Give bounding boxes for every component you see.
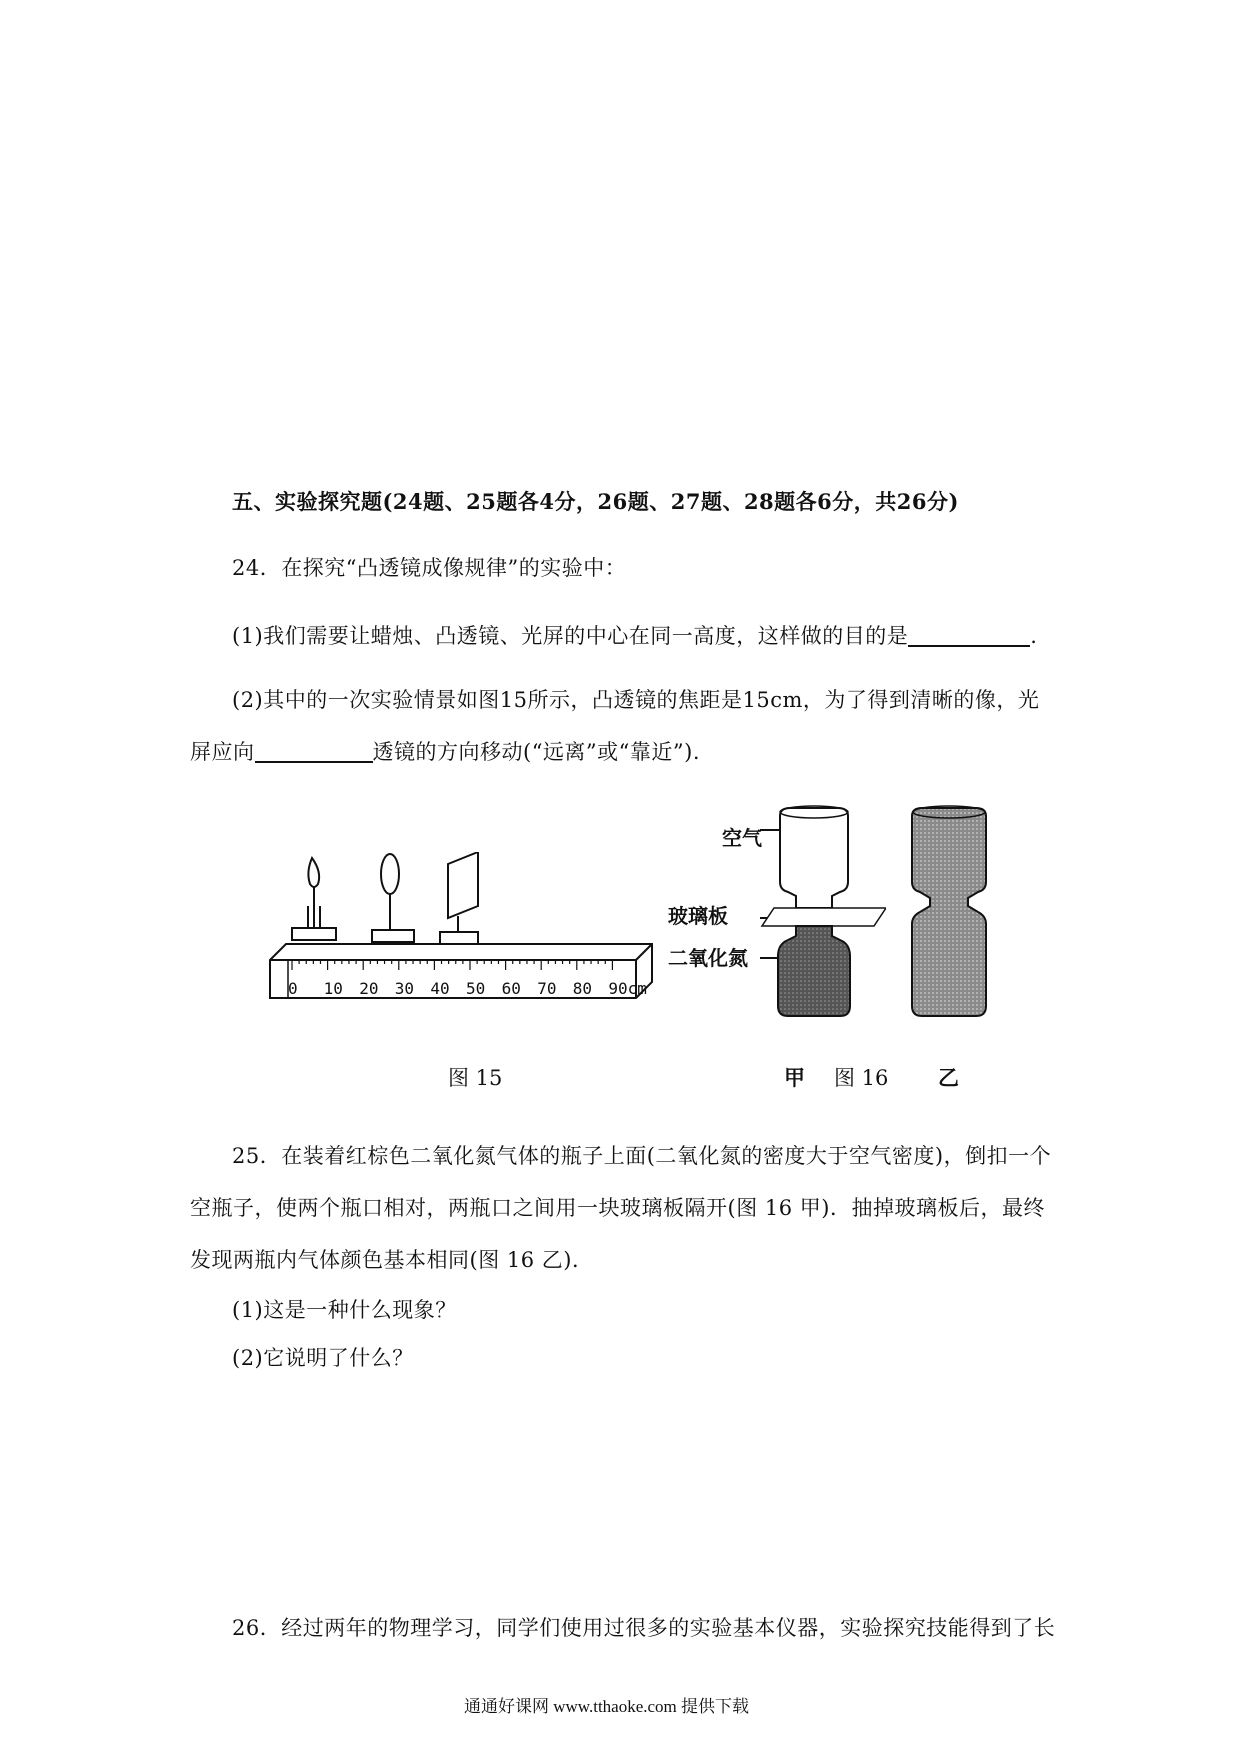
ruler-tick-label: 70	[537, 979, 557, 998]
label-nitrogen-dioxide: 二氧化氮	[668, 946, 748, 970]
figure-16-a-bottles	[760, 800, 886, 1022]
ruler-tick-label: 30	[394, 979, 415, 998]
figure-16-caption: 图 16	[834, 1066, 889, 1090]
figure-16-b-bottles	[908, 800, 990, 1022]
ruler-tick-label: 20	[359, 979, 379, 998]
figure-15-caption: 图 15	[448, 1066, 503, 1090]
q24-part1-end: .	[1030, 624, 1038, 648]
q25-line3: 发现两瓶内气体颜色基本相同(图 16 乙)．	[190, 1248, 594, 1272]
label-glass-plate: 玻璃板	[668, 904, 728, 928]
ruler-tick-label: 10	[323, 979, 343, 998]
ruler-tick-label: 60	[501, 979, 521, 998]
answer-blank-1[interactable]	[908, 625, 1030, 647]
ruler-tick-label: 0	[288, 979, 298, 998]
q24-part2-line2-end: 透镜的方向移动(“远离”或“靠近”).	[372, 740, 701, 764]
ruler-tick-label: 50	[466, 979, 486, 998]
q24-stem: 24．在探究“凸透镜成像规律”的实验中：	[232, 556, 627, 580]
ruler-tick-label: 40	[430, 979, 450, 998]
q24-part2-line1: (2)其中的一次实验情景如图15所示，凸透镜的焦距是15cm，为了得到清晰的像，光	[232, 688, 1040, 712]
q25-sub1: (1)这是一种什么现象？	[232, 1298, 457, 1322]
figure-16-b-caption: 乙	[938, 1065, 959, 1090]
q24-part1-text: (1)我们需要让蜡烛、凸透镜、光屏的中心在同一高度，这样做的目的是	[232, 624, 909, 648]
page-footer: 通通好课网 www.tthaoke.com 提供下载	[464, 1697, 750, 1716]
q24-part2-line2	[190, 736, 700, 766]
section-title: 五、实验探究题(24题、25题各4分，26题、27题、28题各6分，共26分)	[232, 489, 959, 514]
q25-line2: 空瓶子，使两个瓶口相对，两瓶口之间用一块玻璃板隔开(图 16 甲)．抽掉玻璃板后，最终	[190, 1196, 1045, 1220]
light-screen-icon	[448, 852, 478, 918]
q24-part1	[232, 620, 1037, 650]
label-air: 空气	[722, 826, 762, 850]
candle-flame-icon	[308, 858, 319, 887]
q26-line1: 26．经过两年的物理学习，同学们使用过很多的实验基本仪器，实验探究技能得到了长	[232, 1616, 1056, 1640]
q24-part2-line2-start: 屏应向	[190, 740, 255, 764]
answer-blank-2[interactable]	[255, 741, 373, 763]
ruler-minor-ticks	[292, 960, 612, 970]
figure-16-a-caption: 甲	[784, 1065, 805, 1090]
ruler-tick-label: 90cm	[608, 979, 647, 998]
q25-line1: 25．在装着红棕色二氧化氮气体的瓶子上面(二氧化氮的密度大于空气密度)，倒扣一个	[232, 1144, 1052, 1168]
convex-lens-icon	[381, 854, 399, 894]
ruler-labels	[288, 979, 647, 998]
q25-sub2: (2)它说明了什么？	[232, 1346, 414, 1370]
figure-15-optical-bench	[268, 852, 658, 1014]
ruler-tick-label: 80	[572, 979, 593, 998]
